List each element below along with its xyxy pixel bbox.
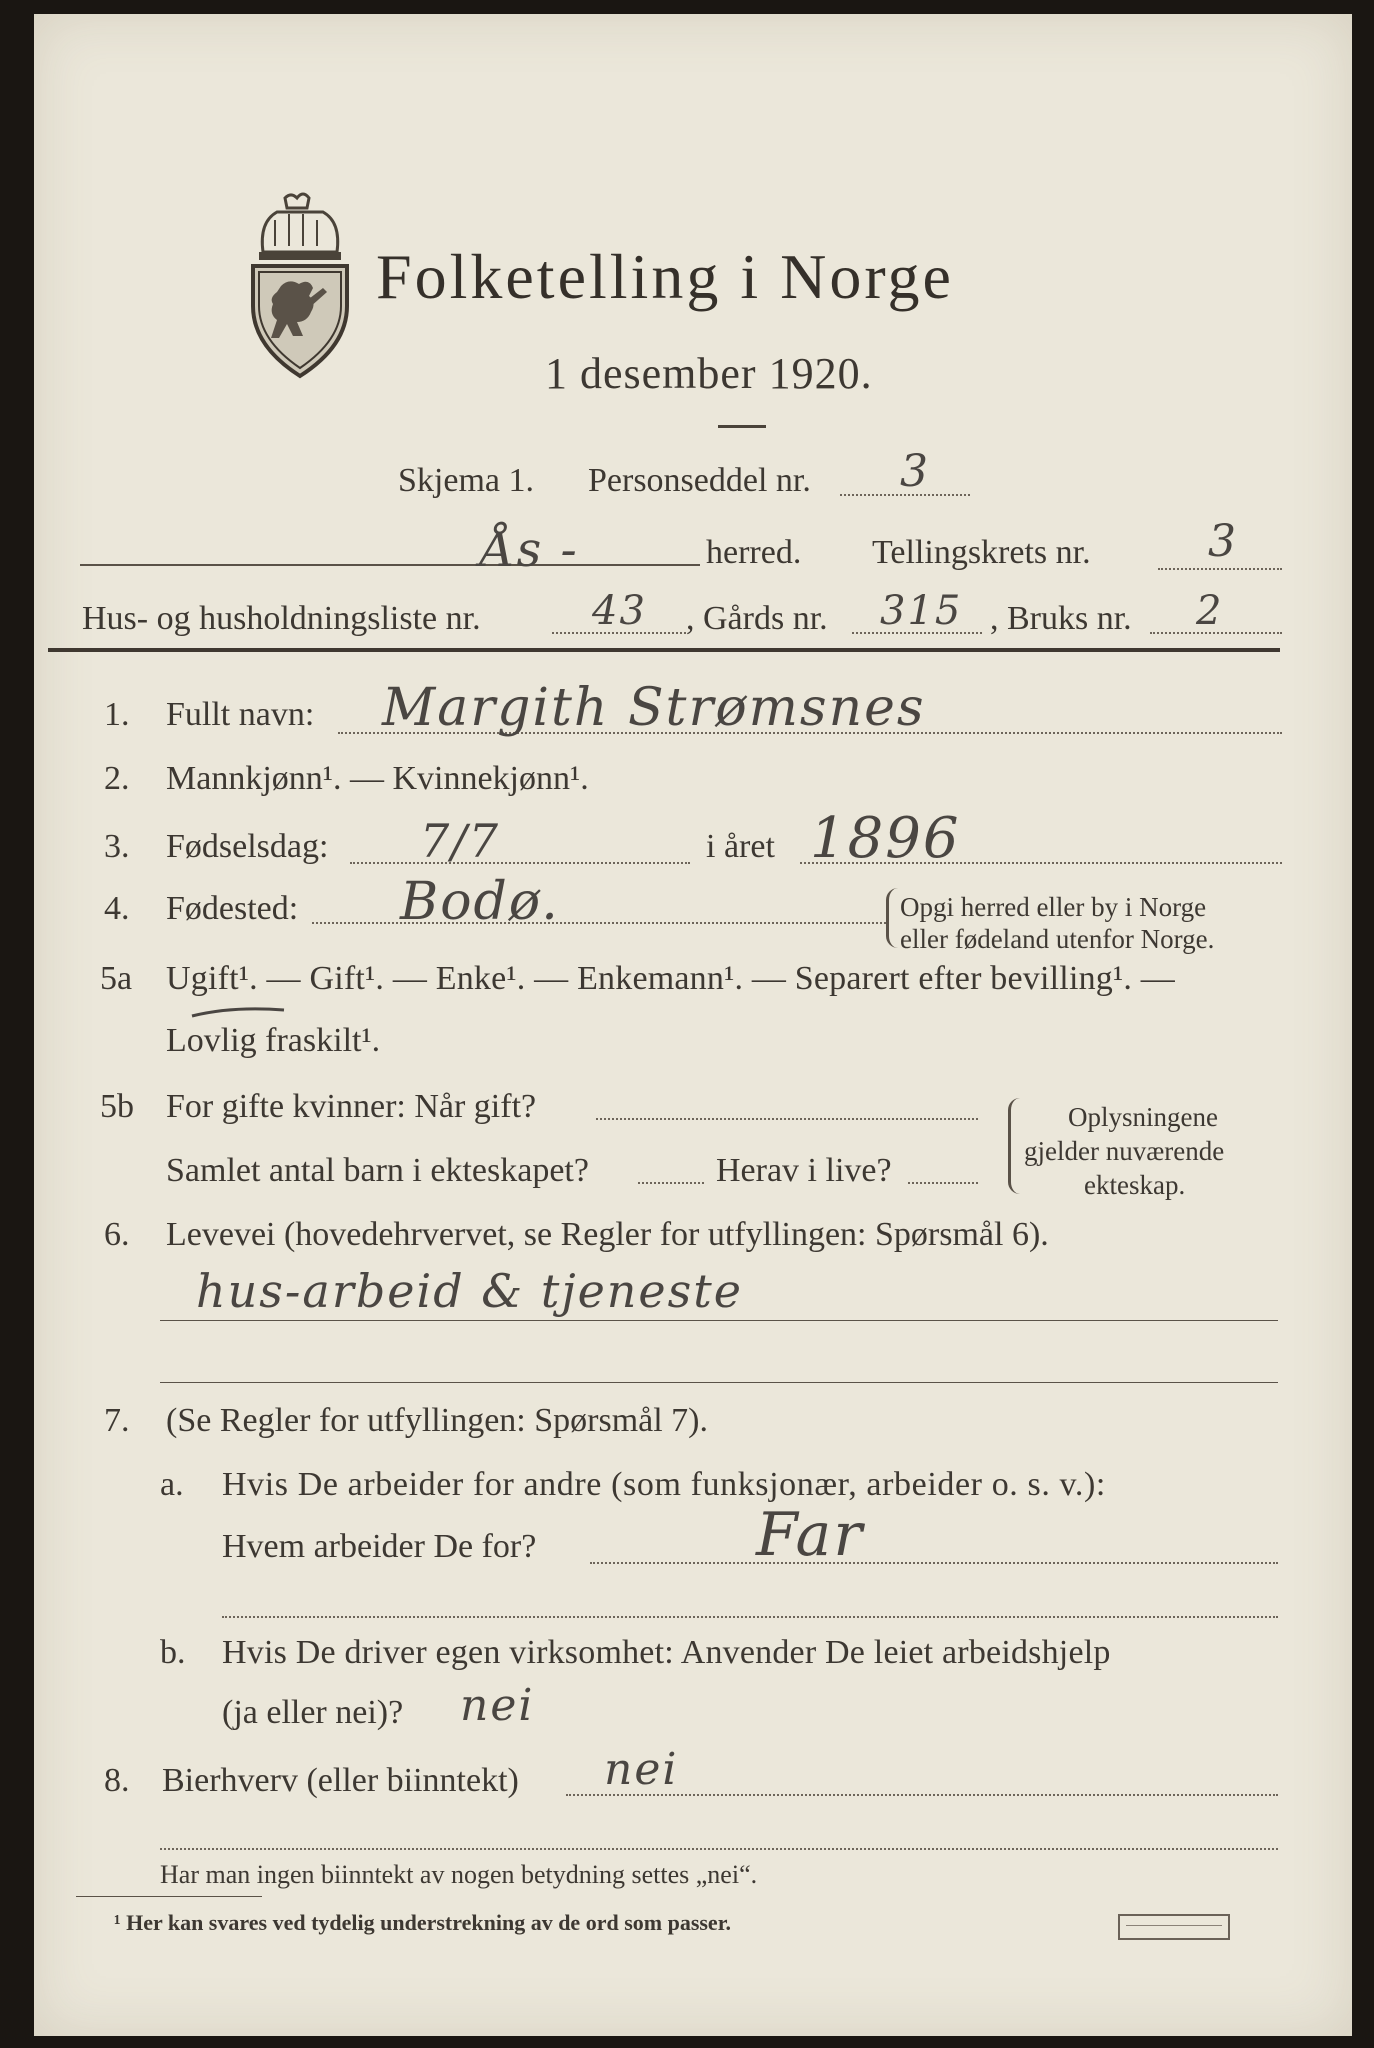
herred-label: herred. (706, 534, 802, 571)
marital-status-options[interactable]: Ugift¹. — Gift¹. — Enke¹. — Enkemann¹. — Separert efter bevilling¹. — (166, 960, 1175, 997)
occupation-field[interactable]: hus-arbeid & tjeneste (196, 1264, 743, 1318)
birthplace-line (312, 922, 886, 924)
q7a-letter: a. (160, 1466, 184, 1503)
coat-of-arms-icon (245, 190, 355, 380)
herred-field[interactable]: Ås - (480, 522, 579, 578)
q7-label: (Se Regler for utfyllingen: Spørsmål 7). (166, 1402, 709, 1439)
occupation-line-2 (160, 1382, 1278, 1383)
schema-label: Skjema 1. (398, 462, 534, 499)
side-income-line-2 (160, 1848, 1278, 1850)
birthplace-note-brace (886, 888, 899, 948)
side-income-label: Bierhverv (eller biinntekt) (162, 1762, 519, 1799)
marriage-note-line3: ekteskap. (1084, 1170, 1186, 1200)
census-date: 1 desember 1920. (545, 349, 873, 398)
footnote-rule (76, 1896, 262, 1897)
gards-label: , Gårds nr. (686, 600, 828, 637)
q7-number: 7. (104, 1402, 130, 1439)
marital-status-options-2[interactable]: Lovlig fraskilt¹. (166, 1022, 381, 1059)
section-divider (48, 648, 1280, 652)
bruks-label: , Bruks nr. (990, 600, 1132, 637)
hired-help-field[interactable]: nei (460, 1680, 535, 1731)
tellingskrets-nr-field[interactable]: 3 (1208, 516, 1238, 567)
ugift-underline-mark (188, 1000, 288, 1022)
tellingskrets-line (1158, 568, 1282, 570)
q2-number: 2. (104, 760, 130, 797)
children-total-label: Samlet antal barn i ekteskapet? (166, 1152, 589, 1189)
birthday-line (350, 862, 690, 864)
employer-line (590, 1562, 1278, 1564)
birthplace-note-line1: Opgi herred eller by i Norge (900, 892, 1207, 922)
married-when-line[interactable] (596, 1118, 978, 1120)
q5a-number: 5a (100, 960, 133, 997)
birthday-field[interactable]: 7/7 (420, 814, 501, 868)
children-alive-line[interactable] (908, 1182, 978, 1184)
q6-number: 6. (104, 1216, 130, 1253)
hired-help-label: (ja eller nei)? (222, 1694, 404, 1731)
q7b-line1: Hvis De driver egen virksomhet: Anvender De leiet arbeidshjelp (222, 1634, 1111, 1671)
side-income-field[interactable]: nei (604, 1744, 679, 1795)
birthplace-note-line2: eller fødeland utenfor Norge. (900, 924, 1215, 954)
personseddel-nr-field[interactable]: 3 (900, 446, 930, 497)
title-divider (718, 425, 766, 428)
herred-line (80, 564, 700, 566)
q7b-letter: b. (160, 1634, 186, 1671)
footnote: ¹ Her kan svares ved tydelig understrekning av de ord som passer. (114, 1910, 731, 1935)
tellingskrets-label: Tellingskrets nr. (872, 534, 1091, 571)
birthplace-field[interactable]: Bodø. (400, 872, 560, 932)
employer-line-2 (222, 1616, 1278, 1618)
personseddel-label: Personseddel nr. (588, 462, 811, 499)
marriage-note-line2: gjelder nuværende (1024, 1136, 1225, 1166)
q3-label: Fødselsdag: (166, 828, 329, 865)
employer-field[interactable]: Far (756, 1500, 865, 1570)
employer-label: Hvem arbeider De for? (222, 1528, 537, 1565)
q8-number: 8. (104, 1762, 130, 1799)
q4-number: 4. (104, 890, 130, 927)
married-when-label: For gifte kvinner: Når gift? (166, 1088, 537, 1125)
gender-options[interactable]: Mannkjønn¹. — Kvinnekjønn¹. (166, 760, 589, 797)
occupation-line-1 (160, 1320, 1278, 1321)
bruks-nr-field[interactable]: 2 (1196, 588, 1224, 634)
q4-label: Fødested: (166, 890, 299, 927)
gards-nr-field[interactable]: 315 (880, 588, 963, 634)
printer-stamp (1118, 1914, 1230, 1940)
full-name-field[interactable]: Margith Strømsnes (382, 678, 926, 738)
q7a-line1: Hvis De arbeider for andre (som funksjonær, arbeider o. s. v.): (222, 1466, 1106, 1503)
form-title: Folketelling i Norge (376, 241, 954, 312)
marriage-note-line1: Oplysningene (1068, 1102, 1218, 1132)
husliste-nr-field[interactable]: 43 (592, 588, 647, 634)
q3-number: 3. (104, 828, 130, 865)
side-income-note: Har man ingen biinntekt av nogen betydning settes „nei“. (160, 1860, 758, 1889)
marriage-note-brace (1008, 1098, 1021, 1194)
occupation-label: Levevei (hovedehrvervet, se Regler for utfyllingen: Spørsmål 6). (166, 1216, 1049, 1253)
q1-number: 1. (104, 696, 130, 733)
children-alive-label: Herav i live? (716, 1152, 892, 1189)
q5b-number: 5b (100, 1088, 134, 1125)
q1-label: Fullt navn: (166, 696, 315, 733)
birth-year-field[interactable]: 1896 (810, 806, 961, 871)
children-total-line[interactable] (638, 1182, 704, 1184)
husliste-label: Hus- og husholdningsliste nr. (82, 600, 481, 637)
year-label: i året (706, 828, 775, 865)
